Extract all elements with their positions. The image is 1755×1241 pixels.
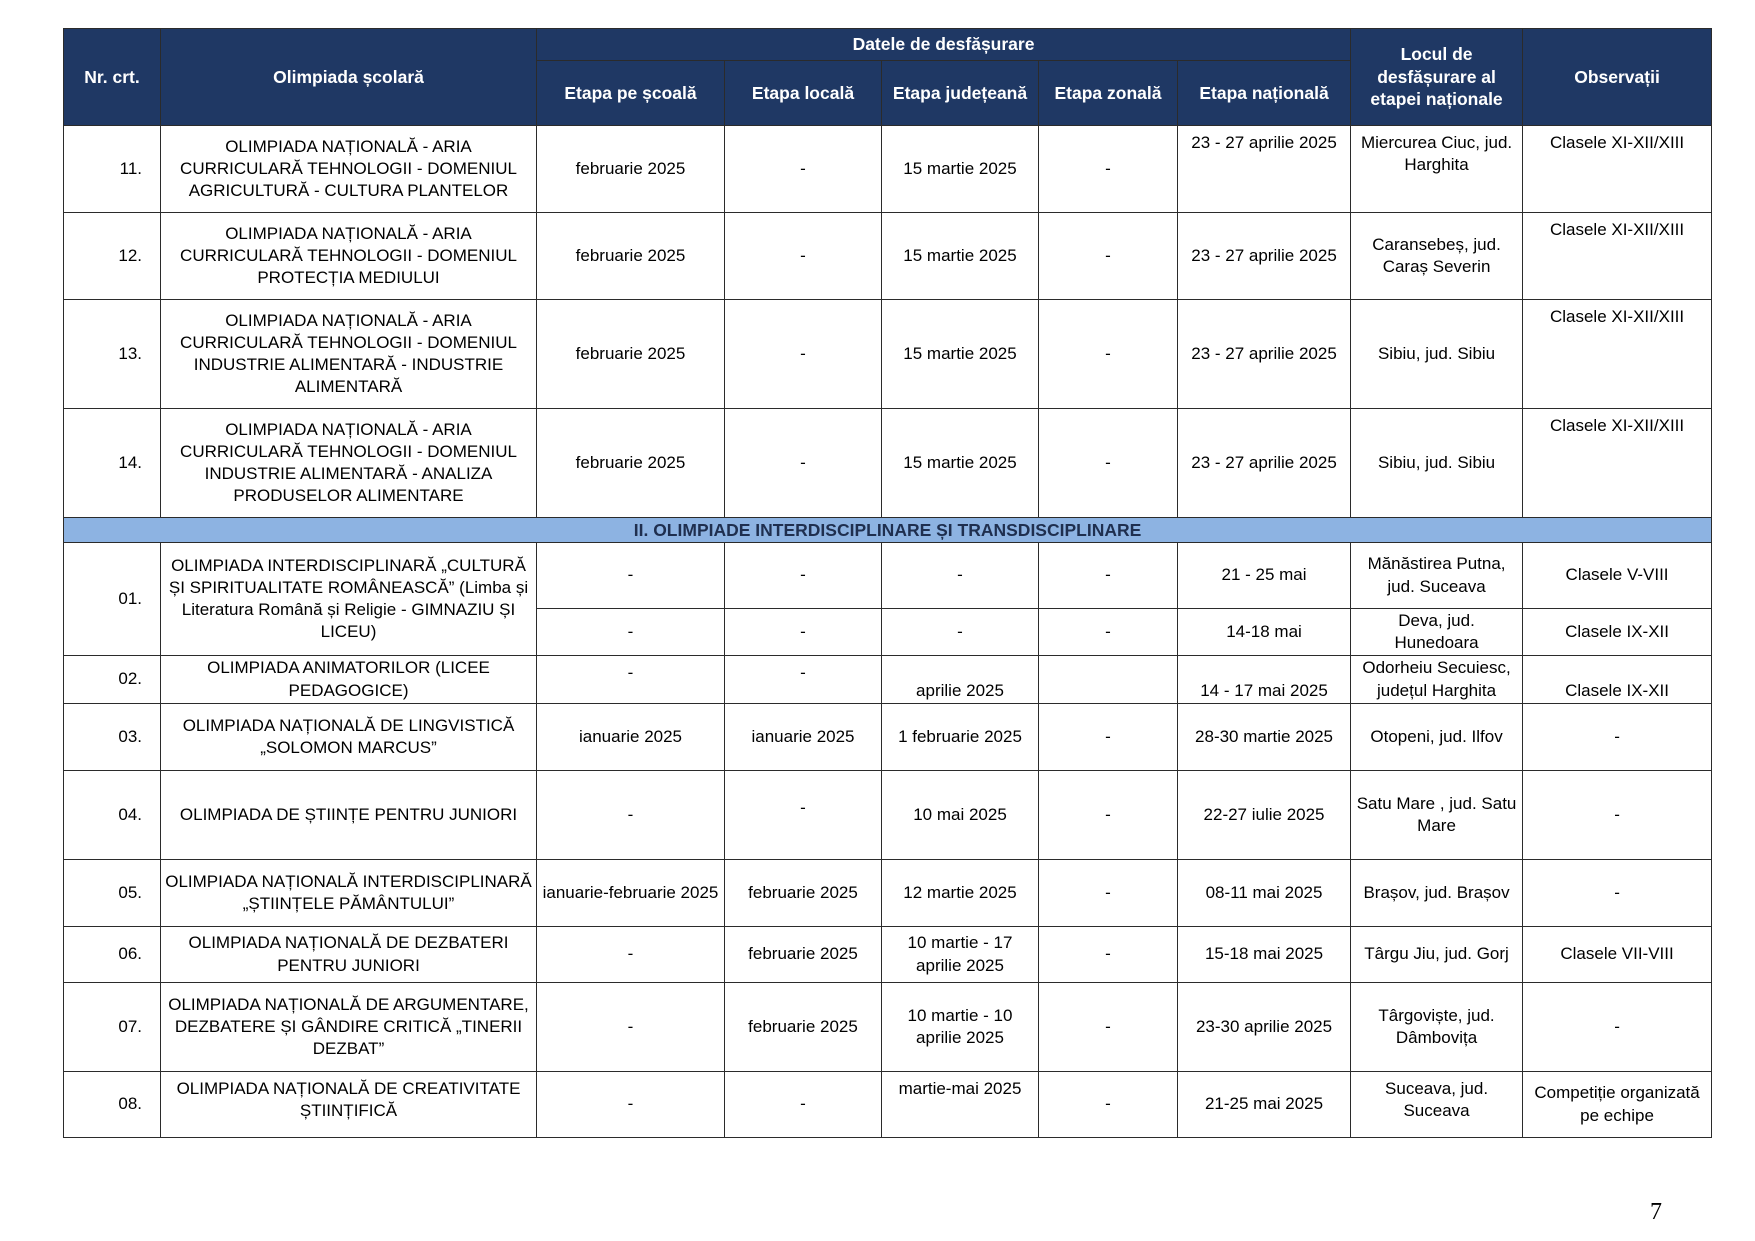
table-body bbox=[64, 126, 1712, 1138]
etapa-judeteana: 15 martie 2025 bbox=[882, 126, 1039, 213]
row-number: 11. bbox=[64, 126, 161, 213]
locul-nationala: Sibiu, jud. Sibiu bbox=[1351, 300, 1523, 409]
olympiad-name: OLIMPIADA NAȚIONALĂ DE DEZBATERI PENTRU JUNIORI bbox=[161, 927, 537, 983]
header-etapa-scoala: Etapa pe școală bbox=[537, 61, 725, 126]
observatii: Clasele VII-VIII bbox=[1523, 927, 1712, 983]
olympiad-name: OLIMPIADA NAȚIONALĂ DE CREATIVITATE ȘTIINȚIFICĂ bbox=[161, 1072, 537, 1138]
etapa-zonala: - bbox=[1039, 543, 1178, 609]
olympiad-name: OLIMPIADA ANIMATORILOR (LICEE PEDAGOGICE) bbox=[161, 656, 537, 704]
olympiad-schedule-table bbox=[63, 28, 1712, 1138]
etapa-zonala: - bbox=[1039, 300, 1178, 409]
locul-nationala: Satu Mare , jud. Satu Mare bbox=[1351, 771, 1523, 860]
etapa-scoala: ianuarie-februarie 2025 bbox=[537, 860, 725, 927]
etapa-nationala: 23 - 27 aprilie 2025 bbox=[1178, 300, 1351, 409]
etapa-judeteana: 12 martie 2025 bbox=[882, 860, 1039, 927]
etapa-zonala bbox=[1039, 656, 1178, 704]
header-olimpiada: Olimpiada școlară bbox=[161, 29, 537, 126]
table-row bbox=[64, 771, 1712, 860]
etapa-scoala: - bbox=[537, 771, 725, 860]
observatii: Clasele IX-XII bbox=[1523, 609, 1712, 656]
etapa-scoala: ianuarie 2025 bbox=[537, 704, 725, 771]
etapa-nationala: 14 - 17 mai 2025 bbox=[1178, 656, 1351, 704]
etapa-scoala: februarie 2025 bbox=[537, 409, 725, 518]
etapa-zonala: - bbox=[1039, 1072, 1178, 1138]
olympiad-name: OLIMPIADA DE ȘTIINȚE PENTRU JUNIORI bbox=[161, 771, 537, 860]
table-header bbox=[64, 29, 1712, 126]
etapa-locala: februarie 2025 bbox=[725, 860, 882, 927]
olympiad-name: OLIMPIADA NAȚIONALĂ - ARIA CURRICULARĂ TEHNOLOGII - DOMENIUL PROTECȚIA MEDIULUI bbox=[161, 213, 537, 300]
row-number: 04. bbox=[64, 771, 161, 860]
header-datele: Datele de desfășurare bbox=[537, 29, 1351, 61]
row-number: 02. bbox=[64, 656, 161, 704]
olympiad-name: OLIMPIADA NAȚIONALĂ DE ARGUMENTARE, DEZBATERE ȘI GÂNDIRE CRITICĂ „TINERII DEZBAT” bbox=[161, 983, 537, 1072]
table-row bbox=[64, 126, 1712, 213]
locul-nationala: Mănăstirea Putna, jud. Suceava bbox=[1351, 543, 1523, 609]
table-row bbox=[64, 983, 1712, 1072]
observatii: - bbox=[1523, 983, 1712, 1072]
etapa-zonala: - bbox=[1039, 860, 1178, 927]
row-number: 06. bbox=[64, 927, 161, 983]
etapa-scoala: - bbox=[537, 1072, 725, 1138]
etapa-locala: ianuarie 2025 bbox=[725, 704, 882, 771]
etapa-judeteana: 1 februarie 2025 bbox=[882, 704, 1039, 771]
etapa-judeteana: martie-mai 2025 bbox=[882, 1072, 1039, 1138]
locul-nationala: Suceava, jud. Suceava bbox=[1351, 1072, 1523, 1138]
section-title: II. OLIMPIADE INTERDISCIPLINARE ȘI TRANSDISCIPLINARE bbox=[64, 518, 1712, 543]
header-locul: Locul de desfășurare al etapei naționale bbox=[1351, 29, 1523, 126]
etapa-locala: - bbox=[725, 771, 882, 860]
row-number: 01. bbox=[64, 543, 161, 656]
etapa-locala: - bbox=[725, 609, 882, 656]
etapa-judeteana: 15 martie 2025 bbox=[882, 300, 1039, 409]
locul-nationala: Deva, jud. Hunedoara bbox=[1351, 609, 1523, 656]
row-number: 14. bbox=[64, 409, 161, 518]
table-row bbox=[64, 300, 1712, 409]
etapa-locala: - bbox=[725, 1072, 882, 1138]
observatii: Clasele XI-XII/XIII bbox=[1523, 409, 1712, 518]
table-row bbox=[64, 1072, 1712, 1138]
locul-nationala: Târgoviște, jud. Dâmbovița bbox=[1351, 983, 1523, 1072]
table-row bbox=[64, 704, 1712, 771]
etapa-nationala: 28-30 martie 2025 bbox=[1178, 704, 1351, 771]
table-row bbox=[64, 860, 1712, 927]
etapa-scoala: februarie 2025 bbox=[537, 126, 725, 213]
etapa-zonala: - bbox=[1039, 983, 1178, 1072]
etapa-judeteana: - bbox=[882, 609, 1039, 656]
observatii: Clasele V-VIII bbox=[1523, 543, 1712, 609]
olympiad-name: OLIMPIADA INTERDISCIPLINARĂ „CULTURĂ ȘI SPIRITUALITATE ROMÂNEASCĂ” (Limba și Literatura Română și Religie - GIMNAZIU ȘI LICEU) bbox=[161, 543, 537, 656]
etapa-zonala: - bbox=[1039, 771, 1178, 860]
etapa-nationala: 23-30 aprilie 2025 bbox=[1178, 983, 1351, 1072]
header-nr-crt: Nr. crt. bbox=[64, 29, 161, 126]
etapa-scoala: februarie 2025 bbox=[537, 213, 725, 300]
header-etapa-zonala: Etapa zonală bbox=[1039, 61, 1178, 126]
row-number: 08. bbox=[64, 1072, 161, 1138]
olympiad-name: OLIMPIADA NAȚIONALĂ INTERDISCIPLINARĂ „ȘTIINȚELE PĂMÂNTULUI” bbox=[161, 860, 537, 927]
locul-nationala: Târgu Jiu, jud. Gorj bbox=[1351, 927, 1523, 983]
etapa-nationala: 15-18 mai 2025 bbox=[1178, 927, 1351, 983]
observatii: Clasele XI-XII/XIII bbox=[1523, 126, 1712, 213]
page-number: 7 bbox=[1650, 1199, 1662, 1225]
etapa-nationala: 14-18 mai bbox=[1178, 609, 1351, 656]
etapa-judeteana: - bbox=[882, 543, 1039, 609]
olympiad-name: OLIMPIADA NAȚIONALĂ - ARIA CURRICULARĂ TEHNOLOGII - DOMENIUL INDUSTRIE ALIMENTARĂ - ANALIZA PRODUSELOR ALIMENTARE bbox=[161, 409, 537, 518]
etapa-judeteana: 10 martie - 17 aprilie 2025 bbox=[882, 927, 1039, 983]
olympiad-name: OLIMPIADA NAȚIONALĂ - ARIA CURRICULARĂ TEHNOLOGII - DOMENIUL AGRICULTURĂ - CULTURA PLANTELOR bbox=[161, 126, 537, 213]
etapa-nationala: 23 - 27 aprilie 2025 bbox=[1178, 409, 1351, 518]
etapa-zonala: - bbox=[1039, 704, 1178, 771]
observatii: Clasele XI-XII/XIII bbox=[1523, 213, 1712, 300]
etapa-locala: - bbox=[725, 409, 882, 518]
etapa-scoala: - bbox=[537, 983, 725, 1072]
row-number: 05. bbox=[64, 860, 161, 927]
etapa-locala: - bbox=[725, 300, 882, 409]
etapa-zonala: - bbox=[1039, 213, 1178, 300]
etapa-nationala: 23 - 27 aprilie 2025 bbox=[1178, 126, 1351, 213]
etapa-locala: - bbox=[725, 213, 882, 300]
etapa-judeteana: 15 martie 2025 bbox=[882, 409, 1039, 518]
etapa-nationala: 21 - 25 mai bbox=[1178, 543, 1351, 609]
header-etapa-locala: Etapa locală bbox=[725, 61, 882, 126]
table-row bbox=[64, 543, 1712, 609]
etapa-locala: februarie 2025 bbox=[725, 927, 882, 983]
etapa-scoala: - bbox=[537, 656, 725, 704]
etapa-locala: - bbox=[725, 126, 882, 213]
olympiad-name: OLIMPIADA NAȚIONALĂ - ARIA CURRICULARĂ TEHNOLOGII - DOMENIUL INDUSTRIE ALIMENTARĂ - INDUSTRIE ALIMENTARĂ bbox=[161, 300, 537, 409]
etapa-zonala: - bbox=[1039, 409, 1178, 518]
etapa-zonala: - bbox=[1039, 609, 1178, 656]
observatii: - bbox=[1523, 771, 1712, 860]
locul-nationala: Miercurea Ciuc, jud. Harghita bbox=[1351, 126, 1523, 213]
locul-nationala: Caransebeș, jud. Caraș Severin bbox=[1351, 213, 1523, 300]
etapa-locala: februarie 2025 bbox=[725, 983, 882, 1072]
etapa-locala: - bbox=[725, 543, 882, 609]
etapa-scoala: - bbox=[537, 543, 725, 609]
row-number: 03. bbox=[64, 704, 161, 771]
olympiad-name: OLIMPIADA NAȚIONALĂ DE LINGVISTICĂ „SOLOMON MARCUS” bbox=[161, 704, 537, 771]
etapa-judeteana: aprilie 2025 bbox=[882, 656, 1039, 704]
etapa-zonala: - bbox=[1039, 126, 1178, 213]
table-row bbox=[64, 213, 1712, 300]
etapa-judeteana: 10 martie - 10 aprilie 2025 bbox=[882, 983, 1039, 1072]
etapa-zonala: - bbox=[1039, 927, 1178, 983]
observatii: - bbox=[1523, 704, 1712, 771]
etapa-judeteana: 15 martie 2025 bbox=[882, 213, 1039, 300]
table-row bbox=[64, 656, 1712, 704]
etapa-judeteana: 10 mai 2025 bbox=[882, 771, 1039, 860]
etapa-scoala: - bbox=[537, 609, 725, 656]
etapa-scoala: - bbox=[537, 927, 725, 983]
observatii: Competiție organizată pe echipe bbox=[1523, 1072, 1712, 1138]
observatii: - bbox=[1523, 860, 1712, 927]
observatii: Clasele XI-XII/XIII bbox=[1523, 300, 1712, 409]
etapa-nationala: 08-11 mai 2025 bbox=[1178, 860, 1351, 927]
etapa-nationala: 23 - 27 aprilie 2025 bbox=[1178, 213, 1351, 300]
section-header-row bbox=[64, 518, 1712, 543]
row-number: 07. bbox=[64, 983, 161, 1072]
locul-nationala: Odorheiu Secuiesc, județul Harghita bbox=[1351, 656, 1523, 704]
table-row bbox=[64, 409, 1712, 518]
header-observatii: Observații bbox=[1523, 29, 1712, 126]
header-etapa-judeteana: Etapa județeană bbox=[882, 61, 1039, 126]
row-number: 12. bbox=[64, 213, 161, 300]
etapa-locala: - bbox=[725, 656, 882, 704]
table-row bbox=[64, 927, 1712, 983]
header-etapa-nationala: Etapa națională bbox=[1178, 61, 1351, 126]
locul-nationala: Otopeni, jud. Ilfov bbox=[1351, 704, 1523, 771]
locul-nationala: Brașov, jud. Brașov bbox=[1351, 860, 1523, 927]
observatii: Clasele IX-XII bbox=[1523, 656, 1712, 704]
etapa-nationala: 21-25 mai 2025 bbox=[1178, 1072, 1351, 1138]
etapa-scoala: februarie 2025 bbox=[537, 300, 725, 409]
locul-nationala: Sibiu, jud. Sibiu bbox=[1351, 409, 1523, 518]
row-number: 13. bbox=[64, 300, 161, 409]
etapa-nationala: 22-27 iulie 2025 bbox=[1178, 771, 1351, 860]
